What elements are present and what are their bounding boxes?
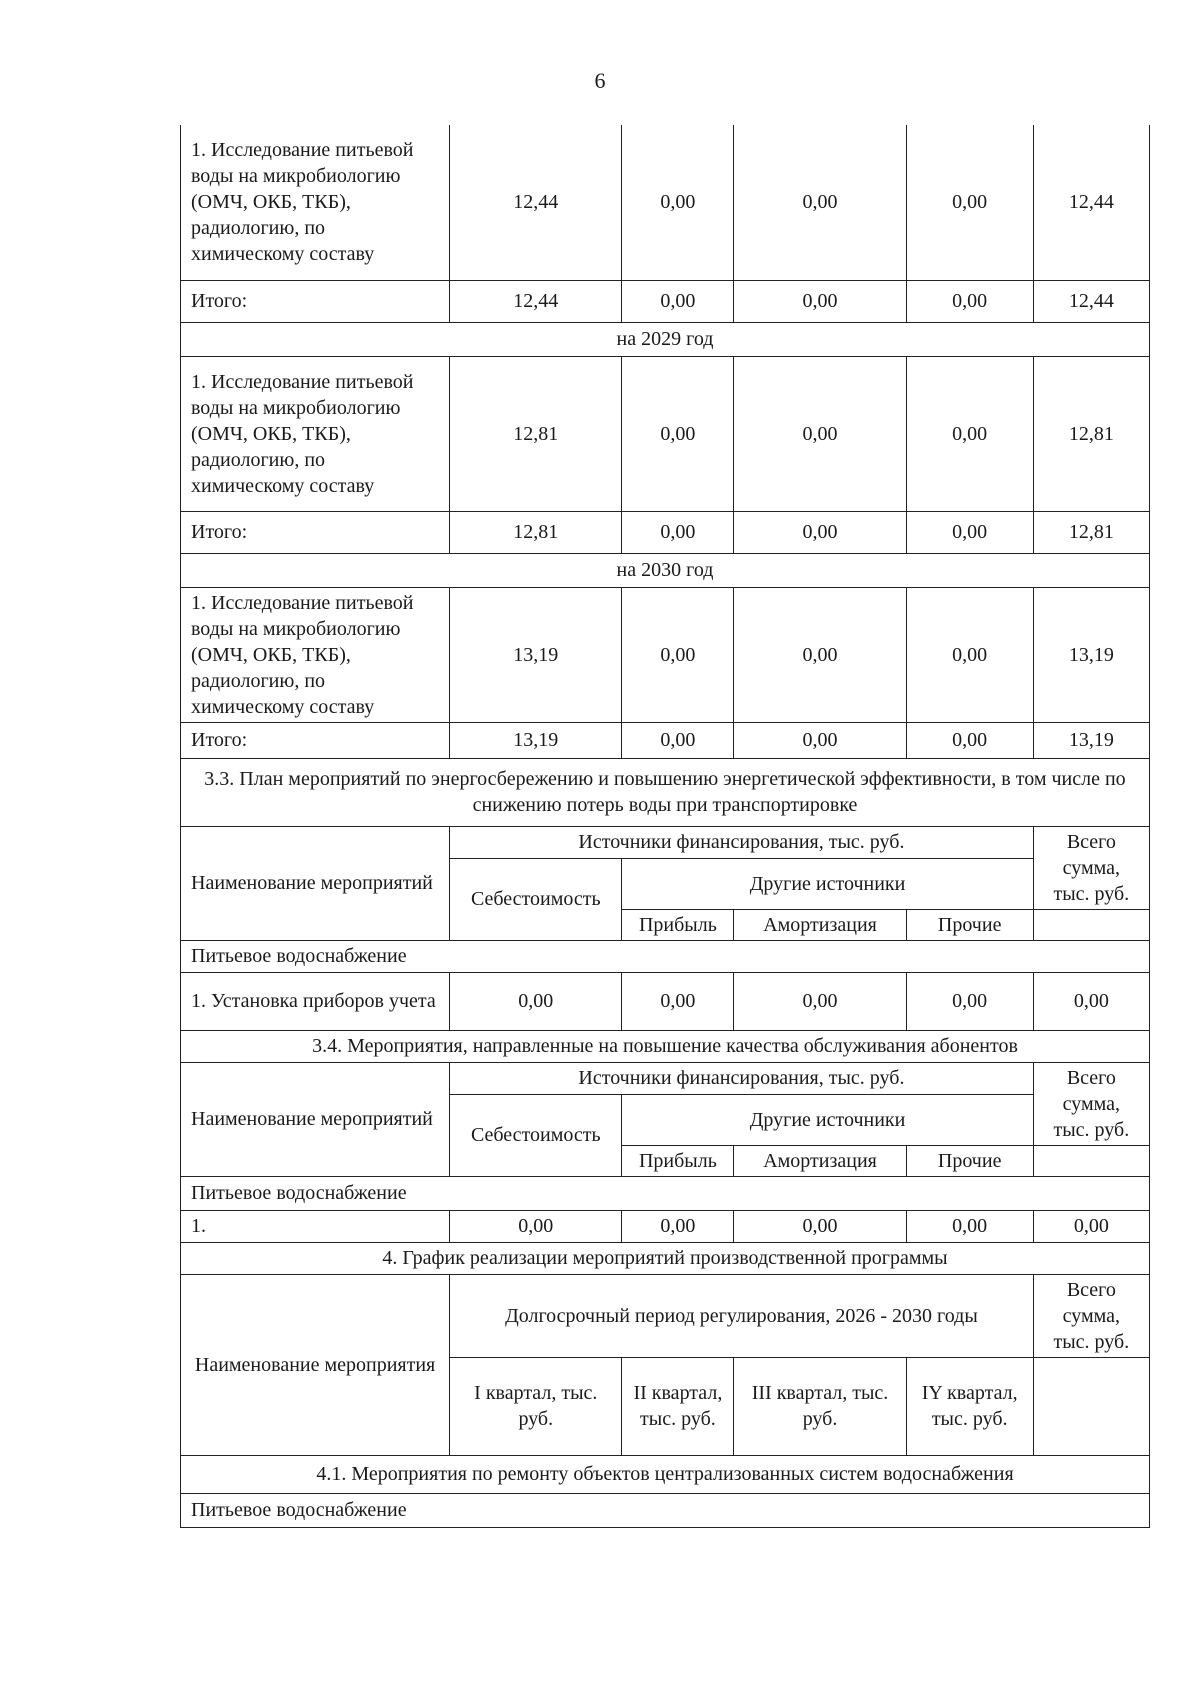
header-period: Долгосрочный период регулирования, 2026 - 2030 годы xyxy=(450,1274,1034,1357)
section-title-row xyxy=(181,1242,1150,1274)
total-sum: 12,81 xyxy=(1033,511,1149,553)
header-sources: Источники финансирования, тыс. руб. xyxy=(450,826,1034,858)
subsection-row xyxy=(181,1455,1150,1493)
value-misc: 0,00 xyxy=(906,356,1033,511)
group-row xyxy=(181,1493,1150,1527)
section-4-title: 4. График реализации мероприятий производственной программы xyxy=(181,1242,1150,1274)
header-q4: IY квартал, тыс. руб. xyxy=(906,1357,1033,1455)
header-cost: Себестоимость xyxy=(450,1094,622,1176)
header-name-col: Наименование мероприятия xyxy=(181,1274,450,1455)
value-amortization: 0,00 xyxy=(734,356,906,511)
group-row xyxy=(181,1176,1150,1210)
value-misc: 0,00 xyxy=(906,587,1033,722)
header-total: Всего сумма, тыс. руб. xyxy=(1033,1274,1149,1357)
group-label: Питьевое водоснабжение xyxy=(181,940,1150,972)
value-amortization: 0,00 xyxy=(734,587,906,722)
header-row xyxy=(181,1062,1150,1094)
header-q3: III квартал, тыс. руб. xyxy=(734,1357,906,1455)
header-q2: II квартал, тыс. руб. xyxy=(622,1357,734,1455)
section-3-3-title: 3.3. План мероприятий по энергосбережению и повышению энергетической эффективности, в том числе по снижению потерь воды при транспортировке xyxy=(181,758,1150,826)
section-3-4-title: 3.4. Мероприятия, направленные на повышение качества обслуживания абонентов xyxy=(181,1030,1150,1062)
year-header-row xyxy=(181,553,1150,587)
document-body xyxy=(180,125,1150,1528)
year-label: на 2029 год xyxy=(181,322,1150,356)
header-amortization: Амортизация xyxy=(734,909,906,940)
total-sum: 13,19 xyxy=(1033,722,1149,758)
table-row xyxy=(181,356,1150,511)
year-label: на 2030 год xyxy=(181,553,1150,587)
total-cost: 12,44 xyxy=(450,280,622,322)
section-title-row xyxy=(181,758,1150,826)
header-empty xyxy=(1033,1357,1149,1455)
total-label: Итого: xyxy=(181,722,450,758)
header-empty xyxy=(1033,909,1149,940)
total-misc: 0,00 xyxy=(906,280,1033,322)
value-cost: 12,81 xyxy=(450,356,622,511)
header-q1: I квартал, тыс. руб. xyxy=(450,1357,622,1455)
value-cost: 13,19 xyxy=(450,587,622,722)
group-label: Питьевое водоснабжение xyxy=(181,1493,1150,1527)
table-row xyxy=(181,587,1150,722)
total-row xyxy=(181,511,1150,553)
section-title-row xyxy=(181,1030,1150,1062)
value-total: 12,44 xyxy=(1033,125,1149,280)
total-cost: 12,81 xyxy=(450,511,622,553)
total-row xyxy=(181,722,1150,758)
value-misc: 0,00 xyxy=(906,1210,1033,1242)
total-label: Итого: xyxy=(181,280,450,322)
measure-name: 1. Установка приборов учета xyxy=(181,972,450,1030)
value-amortization: 0,00 xyxy=(734,125,906,280)
value-cost: 12,44 xyxy=(450,125,622,280)
header-profit: Прибыль xyxy=(622,1145,734,1176)
header-row xyxy=(181,1274,1150,1357)
measure-name: 1. xyxy=(181,1210,450,1242)
value-total: 0,00 xyxy=(1033,972,1149,1030)
total-amortization: 0,00 xyxy=(734,722,906,758)
value-amortization: 0,00 xyxy=(734,1210,906,1242)
value-cost: 0,00 xyxy=(450,972,622,1030)
value-total: 0,00 xyxy=(1033,1210,1149,1242)
total-misc: 0,00 xyxy=(906,511,1033,553)
table-row xyxy=(181,972,1150,1030)
value-profit: 0,00 xyxy=(622,1210,734,1242)
header-row xyxy=(181,826,1150,858)
total-profit: 0,00 xyxy=(622,722,734,758)
header-misc: Прочие xyxy=(906,1145,1033,1176)
group-row xyxy=(181,940,1150,972)
total-amortization: 0,00 xyxy=(734,511,906,553)
value-profit: 0,00 xyxy=(622,125,734,280)
header-total: Всего сумма, тыс. руб. xyxy=(1033,826,1149,909)
header-profit: Прибыль xyxy=(622,909,734,940)
total-label: Итого: xyxy=(181,511,450,553)
header-misc: Прочие xyxy=(906,909,1033,940)
total-sum: 12,44 xyxy=(1033,280,1149,322)
value-amortization: 0,00 xyxy=(734,972,906,1030)
header-cost: Себестоимость xyxy=(450,858,622,940)
table-row xyxy=(181,125,1150,280)
header-empty xyxy=(1033,1145,1149,1176)
year-header-row xyxy=(181,322,1150,356)
header-total: Всего сумма, тыс. руб. xyxy=(1033,1062,1149,1145)
header-name-col: Наименование мероприятий xyxy=(181,826,450,940)
measures-cost-table xyxy=(180,125,1150,1528)
measure-name: 1. Исследование питьевой воды на микробиологию (ОМЧ, ОКБ, ТКБ), радиологию, по химическому составу xyxy=(181,356,450,511)
header-other: Другие источники xyxy=(622,858,1033,909)
group-label: Питьевое водоснабжение xyxy=(181,1176,1150,1210)
total-profit: 0,00 xyxy=(622,280,734,322)
table-row xyxy=(181,1210,1150,1242)
value-total: 13,19 xyxy=(1033,587,1149,722)
total-profit: 0,00 xyxy=(622,511,734,553)
header-name-col: Наименование мероприятий xyxy=(181,1062,450,1176)
total-row xyxy=(181,280,1150,322)
value-profit: 0,00 xyxy=(622,356,734,511)
header-other: Другие источники xyxy=(622,1094,1033,1145)
total-misc: 0,00 xyxy=(906,722,1033,758)
total-amortization: 0,00 xyxy=(734,280,906,322)
value-cost: 0,00 xyxy=(450,1210,622,1242)
measure-name: 1. Исследование питьевой воды на микробиологию (ОМЧ, ОКБ, ТКБ), радиологию, по химическому составу xyxy=(181,587,450,722)
measure-name: 1. Исследование питьевой воды на микробиологию (ОМЧ, ОКБ, ТКБ), радиологию, по химическому составу xyxy=(181,125,450,280)
header-amortization: Амортизация xyxy=(734,1145,906,1176)
value-total: 12,81 xyxy=(1033,356,1149,511)
page-number: 6 xyxy=(594,68,606,93)
value-profit: 0,00 xyxy=(622,972,734,1030)
total-cost: 13,19 xyxy=(450,722,622,758)
header-sources: Источники финансирования, тыс. руб. xyxy=(450,1062,1034,1094)
value-misc: 0,00 xyxy=(906,972,1033,1030)
subsection-4-1-title: 4.1. Мероприятия по ремонту объектов централизованных систем водоснабжения xyxy=(181,1455,1150,1493)
value-profit: 0,00 xyxy=(622,587,734,722)
value-misc: 0,00 xyxy=(906,125,1033,280)
